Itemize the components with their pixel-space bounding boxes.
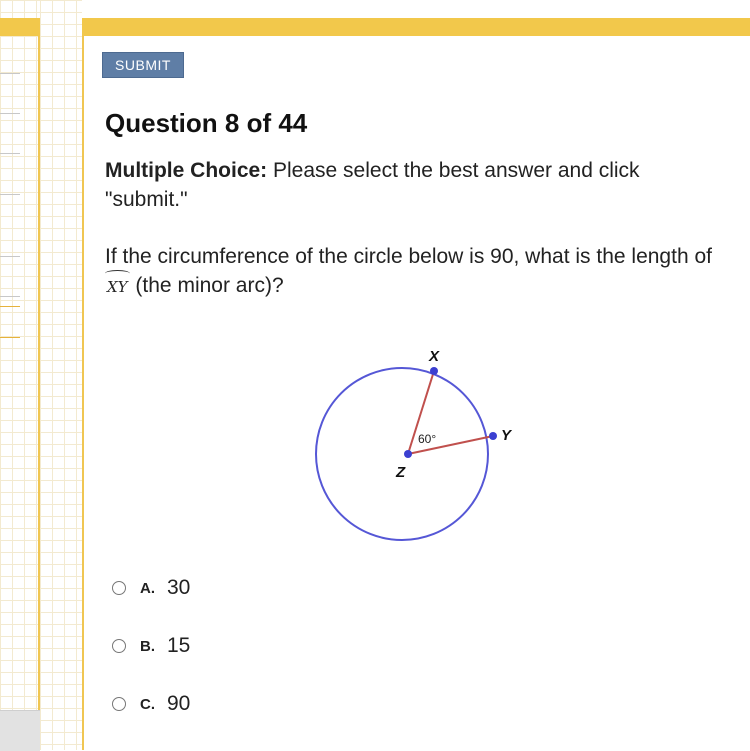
circle-diagram xyxy=(310,335,530,545)
sidebar-divider xyxy=(0,256,20,257)
point-x xyxy=(430,367,438,375)
label-x: X xyxy=(429,348,440,365)
sidebar-divider-active xyxy=(0,306,20,307)
question-prompt xyxy=(105,242,725,302)
prompt-text: If the circumference of the circle below is 90, what is the length of xyxy=(105,245,712,268)
option-letter: C. xyxy=(140,695,155,713)
instruction-label: Multiple Choice: xyxy=(105,159,268,182)
radio-button[interactable] xyxy=(112,639,126,653)
panel-header-bar xyxy=(82,18,750,36)
label-z: Z xyxy=(396,464,406,481)
sidebar-divider xyxy=(0,153,20,154)
answer-option-b[interactable] xyxy=(112,634,190,658)
option-letter: B. xyxy=(140,637,155,655)
answer-option-a[interactable] xyxy=(112,576,190,600)
grid-background xyxy=(40,0,82,750)
label-y: Y xyxy=(501,427,512,444)
sidebar-footer xyxy=(0,710,40,751)
instructions xyxy=(105,156,725,214)
radio-button[interactable] xyxy=(112,581,126,595)
question-title: Question 8 of 44 xyxy=(105,108,308,138)
center-point-z xyxy=(404,450,412,458)
arc-notation: XY xyxy=(105,273,130,302)
submit-button[interactable]: SUBMIT xyxy=(102,52,184,78)
angle-label: 60° xyxy=(418,432,437,446)
sidebar-header-bar xyxy=(0,18,40,36)
left-sidebar xyxy=(0,0,40,750)
prompt-text-end: (the minor arc)? xyxy=(129,274,284,297)
option-value: 30 xyxy=(167,576,191,599)
radio-button[interactable] xyxy=(112,697,126,711)
sidebar-divider xyxy=(0,73,20,74)
circle xyxy=(316,368,488,540)
sidebar-divider xyxy=(0,113,20,114)
instruction-text: Please select the best answer and click "submit." xyxy=(105,159,640,211)
option-letter: A. xyxy=(140,579,155,597)
option-value: 90 xyxy=(167,692,191,715)
point-y xyxy=(489,432,497,440)
option-value: 15 xyxy=(167,634,191,657)
answer-option-c[interactable] xyxy=(112,692,190,716)
sidebar-divider xyxy=(0,194,20,195)
sidebar-divider xyxy=(0,296,20,297)
sidebar-divider-active xyxy=(0,337,20,338)
